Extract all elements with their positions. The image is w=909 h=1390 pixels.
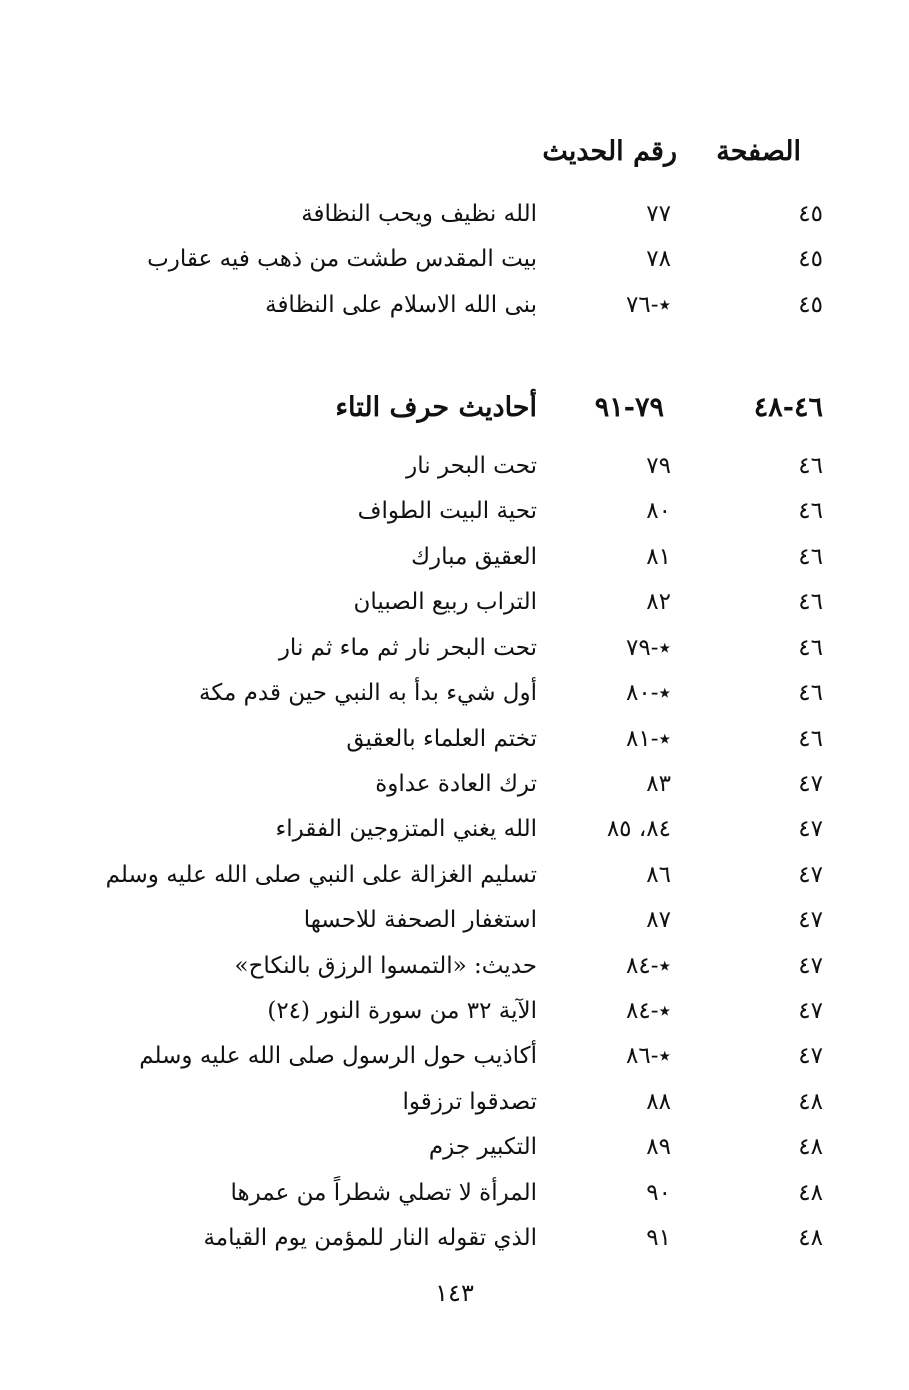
column-header-number: رقم الحديث: [542, 136, 677, 167]
index-row: [0, 491, 909, 531]
row-title: تحت البحر نار ثم ماء ثم نار: [278, 635, 537, 661]
row-title: الله يغني المتزوجين الفقراء: [275, 816, 537, 842]
index-row: [0, 764, 909, 804]
index-row: [0, 900, 909, 940]
section-pages: ٤٦-٤٨: [753, 392, 823, 423]
row-title: المرأة لا تصلي شطراً من عمرها: [230, 1180, 537, 1206]
row-page: ٤٦: [798, 726, 823, 752]
row-page: ٤٧: [798, 771, 823, 797]
row-number: ٨٣: [646, 771, 671, 797]
row-number: ٧٩: [646, 453, 671, 479]
row-title: تختم العلماء بالعقيق: [346, 726, 537, 752]
index-row: [0, 991, 909, 1031]
page-number: ١٤٣: [435, 1279, 474, 1307]
row-page: ٤٧: [798, 1043, 823, 1069]
row-page: ٤٥: [798, 292, 823, 318]
section-title: أحاديث حرف التاء: [335, 392, 537, 423]
row-title: ترك العادة عداوة: [375, 771, 537, 797]
row-number: ٨٠: [646, 498, 671, 524]
index-row: [0, 628, 909, 668]
row-number: ٨٦: [646, 862, 671, 888]
row-number: ٨٨: [646, 1089, 671, 1115]
row-title: التراب ربيع الصبيان: [353, 589, 537, 615]
row-page: ٤٦: [798, 453, 823, 479]
index-row: [0, 285, 909, 325]
index-row: [0, 239, 909, 279]
row-number: ٭-٧٩: [625, 635, 671, 661]
row-number: ٭-٨١: [625, 726, 671, 752]
row-title: تصدقوا ترزقوا: [402, 1089, 537, 1115]
row-title: الله نظيف ويحب النظافة: [301, 201, 537, 227]
row-title: استغفار الصحفة للاحسها: [303, 907, 537, 933]
row-page: ٤٧: [798, 998, 823, 1024]
row-number: ٧٨: [646, 246, 671, 272]
column-header-page: الصفحة: [716, 136, 801, 167]
row-number: ٭-٨٦: [625, 1043, 671, 1069]
row-page: ٤٨: [798, 1089, 823, 1115]
row-page: ٤٧: [798, 907, 823, 933]
row-title: تسليم الغزالة على النبي صلى الله عليه وسلم: [105, 862, 537, 888]
index-row: [0, 719, 909, 759]
row-number: ٭-٨٤: [625, 998, 671, 1024]
index-row: [0, 194, 909, 234]
row-number: ٨٧: [646, 907, 671, 933]
index-row: [0, 1036, 909, 1076]
row-page: ٤٥: [798, 246, 823, 272]
row-title: حديث: «التمسوا الرزق بالنكاح»: [234, 953, 537, 979]
row-page: ٤٦: [798, 544, 823, 570]
index-row: [0, 673, 909, 713]
index-row: [0, 1218, 909, 1258]
row-title: أول شيء بدأ به النبي حين قدم مكة: [198, 680, 537, 706]
index-row: [0, 446, 909, 486]
row-page: ٤٨: [798, 1225, 823, 1251]
row-page: ٤٧: [798, 953, 823, 979]
row-title: العقيق مبارك: [411, 544, 537, 570]
row-title: تحية البيت الطواف: [357, 498, 537, 524]
row-page: ٤٧: [798, 816, 823, 842]
section-numbers: ٧٩-٩١: [594, 392, 664, 423]
row-page: ٤٥: [798, 201, 823, 227]
index-row: [0, 582, 909, 622]
row-title: الذي تقوله النار للمؤمن يوم القيامة: [203, 1225, 537, 1251]
row-number: ٨٩: [646, 1134, 671, 1160]
row-number: ٩٠: [646, 1180, 671, 1206]
row-title: التكبير جزم: [428, 1134, 537, 1160]
row-number: ٩١: [646, 1225, 671, 1251]
row-page: ٤٧: [798, 862, 823, 888]
row-number: ٭-٨٠: [625, 680, 671, 706]
row-title: الآية ٣٢ من سورة النور (٢٤): [267, 998, 537, 1024]
row-number: ٭-٨٤: [625, 953, 671, 979]
row-number: ٨١: [646, 544, 671, 570]
index-row: [0, 855, 909, 895]
row-number: ٨٤، ٨٥: [606, 816, 671, 842]
index-row: [0, 1173, 909, 1213]
row-page: ٤٨: [798, 1180, 823, 1206]
row-title: بيت المقدس طشت من ذهب فيه عقارب: [147, 246, 537, 272]
section-header-row: [0, 388, 909, 428]
row-title: أكاذيب حول الرسول صلى الله عليه وسلم: [139, 1043, 537, 1069]
row-number: ٭-٧٦: [625, 292, 671, 318]
row-page: ٤٦: [798, 680, 823, 706]
index-row: [0, 809, 909, 849]
row-number: ٨٢: [646, 589, 671, 615]
row-title: تحت البحر نار: [406, 453, 537, 479]
index-row: [0, 1082, 909, 1122]
row-page: ٤٦: [798, 498, 823, 524]
row-number: ٧٧: [646, 201, 671, 227]
row-page: ٤٦: [798, 589, 823, 615]
index-row: [0, 537, 909, 577]
index-row: [0, 1127, 909, 1167]
column-header-row: [0, 132, 909, 172]
row-title: بنى الله الاسلام على النظافة: [265, 292, 537, 318]
row-page: ٤٨: [798, 1134, 823, 1160]
row-page: ٤٦: [798, 635, 823, 661]
index-row: [0, 946, 909, 986]
